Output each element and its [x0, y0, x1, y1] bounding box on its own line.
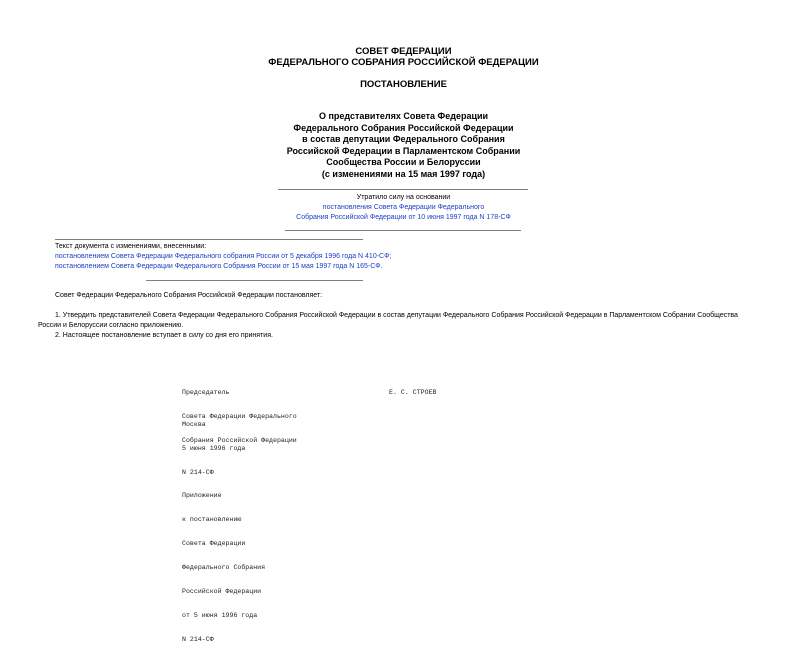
signature-line: Собрания Российской Федерации	[182, 437, 297, 444]
date: 5 июня 1996 года	[182, 445, 246, 452]
title-line: Российской Федерации в Парламентском Собрании	[286, 145, 521, 156]
header-line-1: СОВЕТ ФЕДЕРАЦИИ	[355, 46, 452, 57]
appendix-line: Федерального Собрания	[182, 564, 266, 571]
amendments-intro: Текст документа с изменениями, внесенными:	[55, 243, 207, 250]
appendix-line: Совета Федерации	[182, 540, 246, 547]
item-1-line-1: 1. Утвердить представителей Совета Федерации Федерального Собрания Российской Федерации в состав депутации Федерального Собрания Российской Федерации в Парламентском Собрании Сообщества	[55, 312, 738, 319]
appendix-line: к постановлению	[182, 516, 242, 523]
appendix-line: от 5 июня 1996 года	[182, 612, 258, 619]
preamble: Совет Федерации Федерального Собрания Российской Федерации постановляет:	[55, 292, 323, 299]
amendment-link-1[interactable]: постановлением Совета Федерации Федерального собрания России от 5 декабря 1996 года N 410-СФ;	[55, 253, 392, 260]
amendments-divider-bottom	[146, 280, 363, 281]
appendix-block	[182, 476, 265, 652]
place: Москва	[182, 421, 206, 428]
repeal-link-line-2[interactable]: Собрания Российской Федерации от 10 июня 1997 года N 178-СФ	[296, 214, 511, 221]
title-line: О представителях Совета Федерации	[318, 111, 489, 121]
repeal-note	[0, 193, 807, 223]
signatory-name: Е. С. СТРОЕВ	[389, 389, 437, 396]
amendments-block	[55, 242, 391, 272]
appendix-line: Приложение	[182, 492, 222, 499]
repeal-note-text: Утратило силу на основании	[356, 194, 451, 201]
title-line: в состав депутации Федерального Собрания	[302, 134, 505, 144]
title-line: Сообщества России и Белоруссии	[326, 157, 481, 167]
divider-top	[278, 189, 528, 190]
place-date-block	[182, 405, 245, 485]
appendix-line: Российской Федерации	[182, 588, 262, 595]
document-number: N 214-СФ	[182, 469, 214, 476]
document-title	[0, 111, 807, 180]
signature-line: Председатель	[182, 389, 230, 396]
amendments-divider-top	[55, 239, 363, 240]
title-line: (с изменениями на 15 мая 1997 года)	[321, 168, 486, 179]
item-2: 2. Настоящее постановление вступает в силу со дня его принятия.	[55, 332, 273, 339]
header-line-2: ФЕДЕРАЛЬНОГО СОБРАНИЯ РОССИЙСКОЙ ФЕДЕРАЦИИ	[268, 57, 539, 68]
divider-bottom	[285, 230, 521, 231]
repeal-link-line-1[interactable]: постановления Совета Федерации Федерального	[322, 204, 485, 211]
title-line: Федерального Собрания Российской Федерации	[293, 122, 514, 133]
item-1-line-2: России и Белоруссии согласно приложению.	[38, 322, 184, 329]
amendment-link-2[interactable]: постановлением Совета Федерации Федерального Собрания России от 15 мая 1997 года N 165-СФ.	[55, 263, 383, 270]
document-type: ПОСТАНОВЛЕНИЕ	[360, 79, 447, 90]
signature-line: Совета Федерации Федерального	[182, 413, 297, 420]
appendix-line: N 214-СФ	[182, 636, 214, 643]
